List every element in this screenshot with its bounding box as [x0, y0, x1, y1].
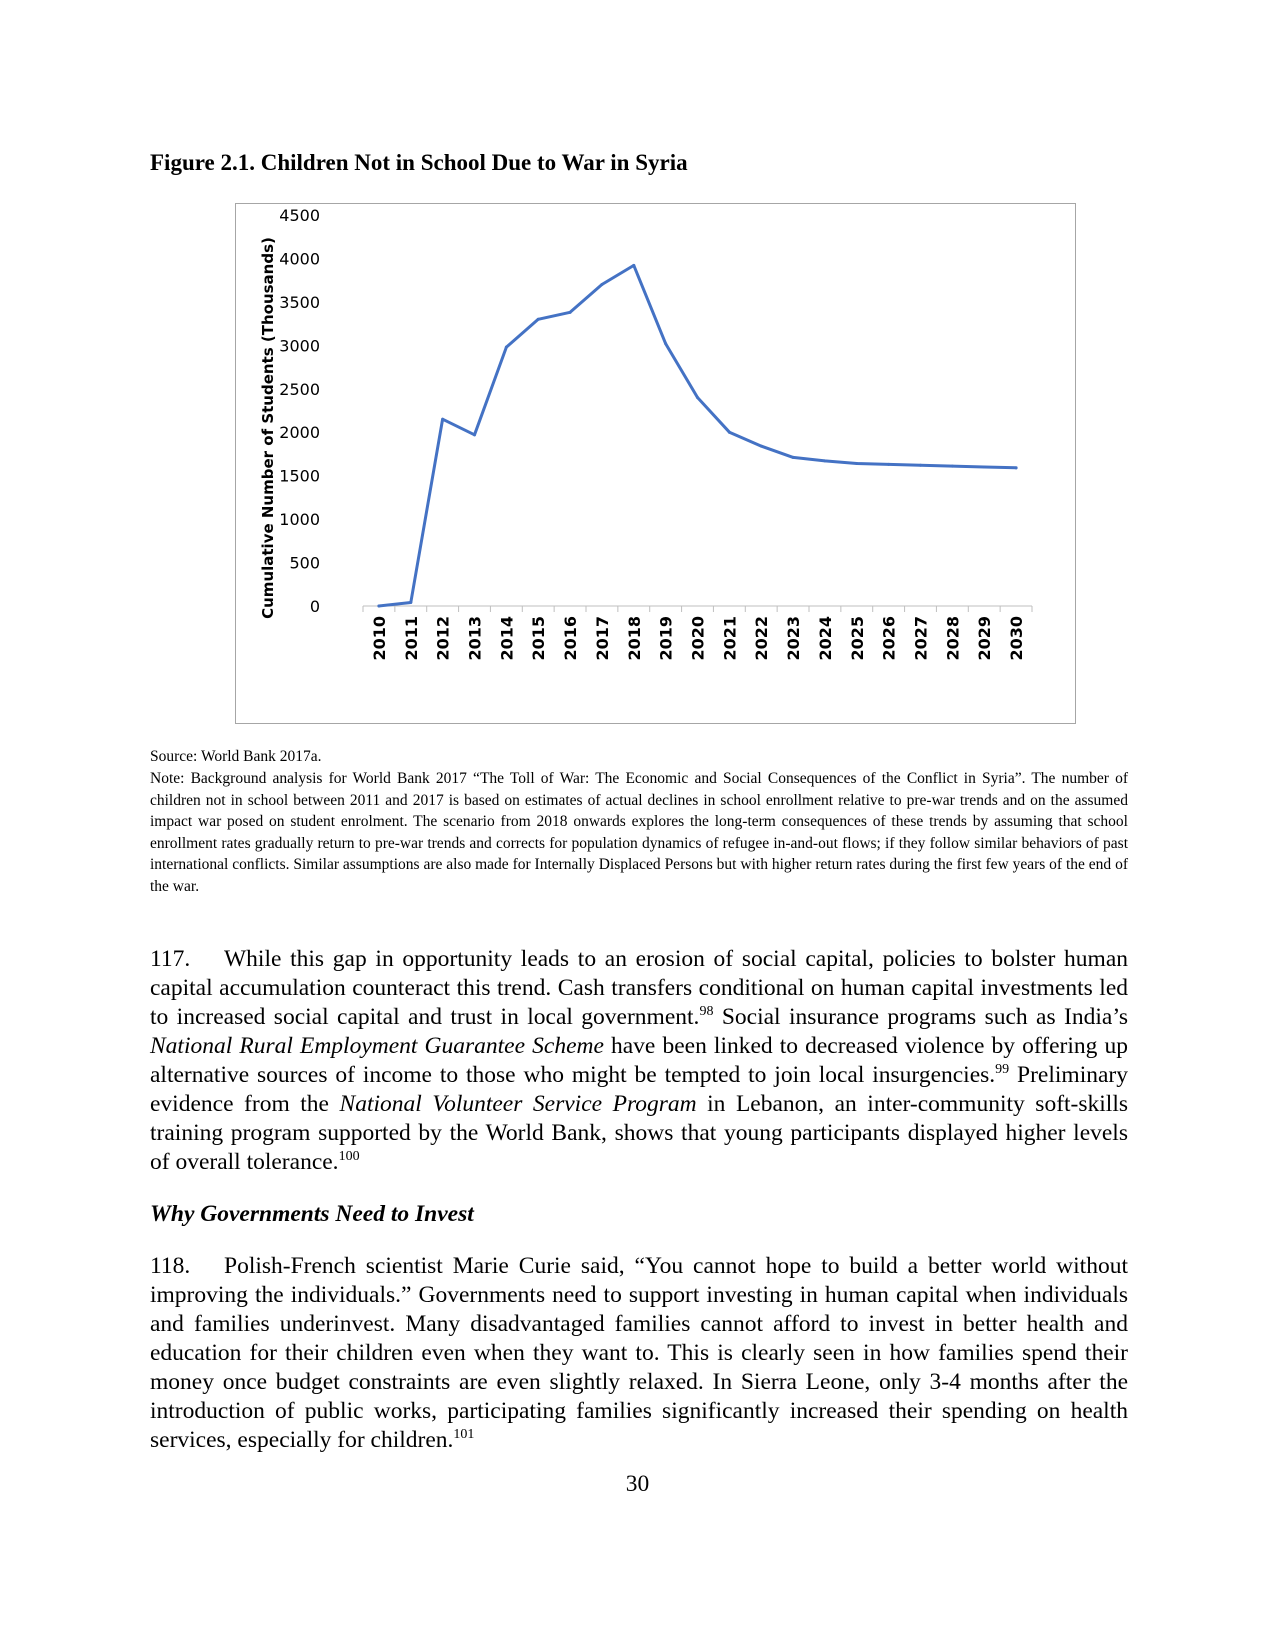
x-tick-label: 2017	[592, 616, 612, 661]
x-tick-label: 2023	[784, 616, 804, 661]
figure-source: Source: World Bank 2017a.	[150, 748, 322, 765]
series-group	[377, 264, 1017, 608]
figure-note: Note: Background analysis for World Bank 2017 “The Toll of War: The Economic and Social Consequences of the Conflict in Syria”. The number of children not in school between 2011 and 2017 is based on estimates of actual declines in school enrollment relative to pre-war trends and on the assumed impact war posed on student enrolment. The scenario from 2018 onwards explores the long-term consequences of these trends by assuming that school enrollment rates gradually return to pre-war trends and corrects for population dynamics of refugee in-and-out flows; if they follow similar behaviors of past international conflicts. Similar assumptions are also made for Internally Displaced Persons but with higher return rates during the first few years of the end of the war.	[150, 770, 1128, 895]
data-point	[887, 463, 890, 466]
y-tick-label: 3000	[279, 336, 320, 356]
program-name: National Rural Employment Guarantee Scheme	[150, 1033, 604, 1059]
paragraph-number: 117.	[150, 946, 191, 972]
data-point	[537, 318, 540, 321]
footnote-ref[interactable]: 101	[453, 1427, 475, 1443]
x-tick-label: 2030	[1007, 616, 1027, 661]
x-tick-label: 2027	[911, 616, 931, 661]
x-tick-label: 2015	[529, 616, 549, 661]
line-chart	[235, 203, 1076, 724]
x-tick-label: 2016	[561, 616, 581, 661]
paragraph-117	[150, 945, 1128, 1177]
y-tick-label: 4500	[279, 206, 320, 225]
paragraph-number: 118.	[150, 1253, 191, 1279]
y-tick-label: 4000	[279, 249, 320, 269]
data-point	[473, 433, 476, 436]
data-point	[823, 459, 826, 462]
data-point	[600, 283, 603, 286]
data-point	[409, 601, 412, 604]
x-axis	[363, 606, 1032, 661]
y-axis-ticks	[279, 206, 320, 616]
x-tick-label: 2028	[943, 616, 963, 661]
data-point	[855, 462, 858, 465]
paragraph-text: in Lebanon, an inter-community soft-skills training program supported by the World Bank, shows that young participants displayed higher levels of overall tolerance.	[150, 1091, 1128, 1175]
y-axis-label: Cumulative Number of Students (Thousands)	[259, 237, 277, 619]
x-tick-label: 2018	[624, 616, 644, 661]
y-tick-label: 1000	[279, 510, 320, 530]
footnote-ref[interactable]: 98	[699, 1004, 714, 1020]
y-tick-label: 1500	[279, 466, 320, 486]
program-name: National Volunteer Service Program	[339, 1091, 697, 1117]
y-tick-label: 3500	[279, 292, 320, 312]
data-point	[441, 418, 444, 421]
figure-title: Figure 2.1. Children Not in School Due to War in Syria	[150, 150, 688, 175]
x-tick-label: 2022	[752, 616, 772, 661]
data-point	[664, 342, 667, 345]
x-tick-label: 2021	[720, 616, 740, 661]
paragraph-text: Social insurance programs such as India’s	[713, 1004, 1128, 1030]
data-point	[569, 311, 572, 314]
y-tick-label: 2000	[279, 423, 320, 443]
x-tick-label: 2029	[975, 616, 995, 661]
data-point	[1015, 466, 1018, 469]
x-tick-label: 2019	[656, 616, 676, 661]
x-tick-label: 2025	[847, 616, 867, 661]
x-tick-label: 2020	[688, 616, 708, 661]
data-point	[983, 465, 986, 468]
paragraph-118	[150, 1252, 1128, 1455]
data-point	[792, 456, 795, 459]
paragraph-text: Preliminary evidence from the	[150, 1062, 1128, 1117]
data-point	[760, 445, 763, 448]
x-tick-label: 2026	[879, 616, 899, 661]
data-point	[696, 396, 699, 399]
data-point	[632, 264, 635, 267]
footnote-ref[interactable]: 99	[995, 1062, 1010, 1078]
data-point	[728, 431, 731, 434]
x-tick-label: 2012	[433, 616, 453, 661]
data-point	[919, 464, 922, 467]
x-tick-label: 2013	[465, 616, 485, 661]
x-tick-label: 2010	[369, 616, 389, 661]
y-tick-label: 500	[289, 553, 320, 573]
y-tick-label: 2500	[279, 379, 320, 399]
x-tick-label: 2024	[815, 616, 835, 661]
y-tick-label: 0	[309, 597, 320, 616]
chart-svg	[236, 204, 1077, 725]
data-point	[951, 465, 954, 468]
x-tick-label: 2011	[401, 616, 421, 661]
data-point	[377, 605, 380, 608]
footnote-ref[interactable]: 100	[338, 1149, 360, 1165]
x-tick-label: 2014	[497, 616, 517, 661]
section-heading: Why Governments Need to Invest	[150, 1201, 474, 1227]
paragraph-text: have been linked to decreased violence by offering up alternative sources of income to those who might be tempted to join local insurgencies.	[150, 1033, 1128, 1088]
paragraph-text: While this gap in opportunity leads to an erosion of social capital, policies to bolster human capital accumulation counteract this trend. Cash transfers conditional on human capital investments led to increased social capital and trust in local government.	[150, 946, 1128, 1030]
page-number: 30	[625, 1471, 650, 1497]
data-point	[505, 346, 508, 349]
paragraph-text: Polish-French scientist Marie Curie said, “You cannot hope to build a better world without improving the individuals.” Governments need to support investing in human capital when individuals and families underinvest. Many disadvantaged families cannot afford to invest in better health and education for their children even when they want to. This is clearly seen in how families spend their money once budget constraints are even slightly relaxed. In Sierra Leone, only 3-4 months after the introduction of public works, participating families significantly increased their spending on health services, especially for children.	[150, 1253, 1128, 1453]
